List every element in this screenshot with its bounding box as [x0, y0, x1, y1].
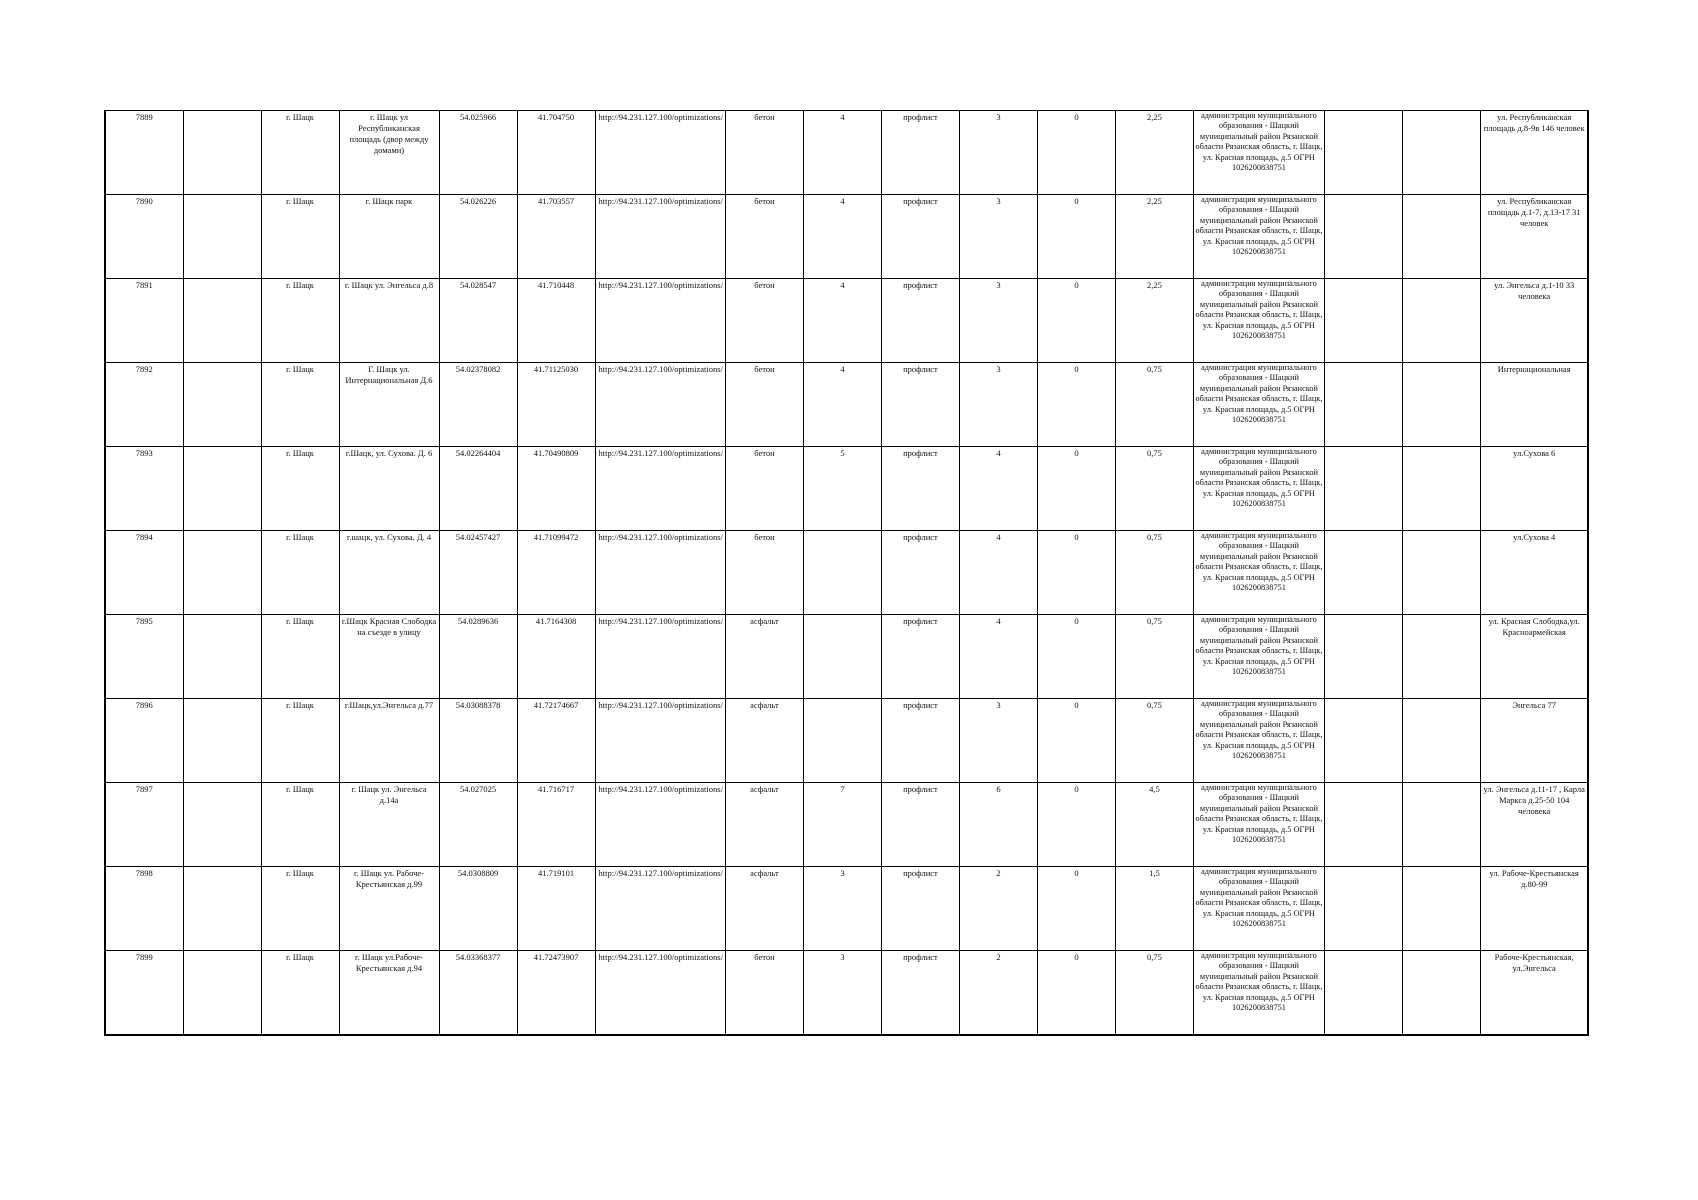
- cell-registry-number: 7891: [105, 279, 183, 363]
- cell-planned-count: 0: [1037, 195, 1115, 279]
- cell-volume: 0,75: [1115, 699, 1193, 783]
- owner-ogrn: ОГРН 1026200838751: [1231, 572, 1315, 593]
- cell-owner: [1193, 699, 1324, 783]
- owner-name: администрация муниципального образования - Шацкий муниципальный район Рязанской области Рязанская область, г. Шацк, ул. Красная площадь, д.5: [1195, 951, 1323, 1002]
- cell-waste-sources: ул. Республиканская площадь д.8-9в 146 человек: [1480, 111, 1588, 195]
- cell-locality: г. Шацк: [261, 615, 339, 699]
- cell-extra: [1402, 447, 1480, 531]
- cell-waste-sources: ул. Энгельса д.11-17 , Карла Маркса д.25-50 104 человека: [1480, 783, 1588, 867]
- cell-owner: [1193, 279, 1324, 363]
- cell-waste-sources: ул. Рабоче-Крестьянская д.80-99: [1480, 867, 1588, 951]
- cell-area: 4: [803, 195, 881, 279]
- cell-surface-type: асфальт: [725, 783, 803, 867]
- cell-empty: [183, 615, 261, 699]
- owner-ogrn: ОГРН 1026200838751: [1231, 236, 1315, 257]
- cell-area: 4: [803, 279, 881, 363]
- cell-extra: [1324, 363, 1402, 447]
- cell-containers-count: 2: [959, 951, 1037, 1036]
- cell-longitude: 41.71125030: [517, 363, 595, 447]
- cell-longitude: 41.703557: [517, 195, 595, 279]
- cell-empty: [183, 111, 261, 195]
- cell-surface-type: бетон: [725, 111, 803, 195]
- owner-name: администрация муниципального образования - Шацкий муниципальный район Рязанской области Рязанская область, г. Шацк, ул. Красная площадь, д.5: [1195, 699, 1323, 750]
- cell-planned-count: 0: [1037, 531, 1115, 615]
- cell-owner: [1193, 363, 1324, 447]
- cell-address: г. Шацк ул.Рабоче-Крестьянская д.94: [339, 951, 439, 1036]
- cell-extra: [1324, 783, 1402, 867]
- cell-area: 7: [803, 783, 881, 867]
- cell-owner: [1193, 195, 1324, 279]
- owner-name: администрация муниципального образования - Шацкий муниципальный район Рязанской области Рязанская область, г. Шацк, ул. Красная площадь, д.5: [1195, 867, 1323, 918]
- table-row: [105, 783, 1588, 867]
- table-row: [105, 699, 1588, 783]
- cell-extra: [1402, 783, 1480, 867]
- cell-planned-count: 0: [1037, 615, 1115, 699]
- cell-locality: г. Шацк: [261, 867, 339, 951]
- cell-waste-sources: Энгельса 77: [1480, 699, 1588, 783]
- cell-empty: [183, 363, 261, 447]
- cell-volume: 2,25: [1115, 195, 1193, 279]
- cell-fence-type: профлист: [881, 111, 959, 195]
- cell-locality: г. Шацк: [261, 447, 339, 531]
- cell-extra: [1402, 951, 1480, 1036]
- owner-ogrn: ОГРН 1026200838751: [1231, 824, 1315, 845]
- cell-extra: [1324, 111, 1402, 195]
- cell-registry-number: 7899: [105, 951, 183, 1036]
- table-row: [105, 531, 1588, 615]
- cell-fence-type: профлист: [881, 867, 959, 951]
- cell-area: 4: [803, 363, 881, 447]
- cell-planned-count: 0: [1037, 867, 1115, 951]
- cell-empty: [183, 699, 261, 783]
- cell-extra: [1324, 447, 1402, 531]
- cell-volume: 4,5: [1115, 783, 1193, 867]
- cell-planned-count: 0: [1037, 111, 1115, 195]
- cell-latitude: 54.025966: [439, 111, 517, 195]
- cell-extra: [1324, 531, 1402, 615]
- cell-registry-number: 7897: [105, 783, 183, 867]
- cell-extra: [1324, 195, 1402, 279]
- cell-registry-number: 7892: [105, 363, 183, 447]
- table-row: [105, 363, 1588, 447]
- cell-link: http://94.231.127.100/optimizations/: [595, 447, 725, 531]
- cell-extra: [1324, 699, 1402, 783]
- cell-extra: [1402, 867, 1480, 951]
- cell-waste-sources: ул.Сухова 6: [1480, 447, 1588, 531]
- cell-owner: [1193, 111, 1324, 195]
- cell-extra: [1324, 951, 1402, 1036]
- owner-ogrn: ОГРН 1026200838751: [1231, 152, 1315, 173]
- owner-ogrn: ОГРН 1026200838751: [1231, 404, 1315, 425]
- owner-name: администрация муниципального образования - Шацкий муниципальный район Рязанской области Рязанская область, г. Шацк, ул. Красная площадь, д.5: [1195, 279, 1323, 330]
- cell-locality: г. Шацк: [261, 279, 339, 363]
- cell-area: 5: [803, 447, 881, 531]
- cell-latitude: 54.02457427: [439, 531, 517, 615]
- cell-surface-type: бетон: [725, 531, 803, 615]
- cell-address: г. Шацк парк: [339, 195, 439, 279]
- cell-fence-type: профлист: [881, 531, 959, 615]
- cell-fence-type: профлист: [881, 699, 959, 783]
- owner-ogrn: ОГРН 1026200838751: [1231, 656, 1315, 677]
- cell-waste-sources: ул. Энгельса д.1-10 33 человека: [1480, 279, 1588, 363]
- owner-ogrn: ОГРН 1026200838751: [1231, 488, 1315, 509]
- cell-registry-number: 7898: [105, 867, 183, 951]
- cell-empty: [183, 279, 261, 363]
- cell-latitude: 54.02264404: [439, 447, 517, 531]
- owner-ogrn: ОГРН 1026200838751: [1231, 740, 1315, 761]
- cell-link: http://94.231.127.100/optimizations/: [595, 699, 725, 783]
- cell-volume: 0,75: [1115, 615, 1193, 699]
- cell-registry-number: 7889: [105, 111, 183, 195]
- cell-longitude: 41.716717: [517, 783, 595, 867]
- cell-latitude: 54.0308809: [439, 867, 517, 951]
- cell-longitude: 41.70490809: [517, 447, 595, 531]
- cell-longitude: 41.71099472: [517, 531, 595, 615]
- registry-table: [104, 110, 1589, 1036]
- cell-locality: г. Шацк: [261, 951, 339, 1036]
- cell-link: http://94.231.127.100/optimizations/: [595, 867, 725, 951]
- cell-containers-count: 2: [959, 867, 1037, 951]
- cell-volume: 1,5: [1115, 867, 1193, 951]
- cell-extra: [1402, 531, 1480, 615]
- cell-link: http://94.231.127.100/optimizations/: [595, 783, 725, 867]
- owner-ogrn: ОГРН 1026200838751: [1231, 908, 1315, 929]
- cell-fence-type: профлист: [881, 195, 959, 279]
- cell-latitude: 54.027025: [439, 783, 517, 867]
- cell-empty: [183, 783, 261, 867]
- cell-owner: [1193, 615, 1324, 699]
- table-row: [105, 867, 1588, 951]
- cell-containers-count: 4: [959, 447, 1037, 531]
- cell-area: [803, 615, 881, 699]
- cell-volume: 0,75: [1115, 951, 1193, 1036]
- cell-surface-type: бетон: [725, 363, 803, 447]
- cell-longitude: 41.72473907: [517, 951, 595, 1036]
- cell-volume: 0,75: [1115, 363, 1193, 447]
- cell-extra: [1402, 111, 1480, 195]
- cell-waste-sources: Интернациональная: [1480, 363, 1588, 447]
- cell-volume: 0,75: [1115, 531, 1193, 615]
- cell-extra: [1402, 279, 1480, 363]
- cell-fence-type: профлист: [881, 363, 959, 447]
- cell-fence-type: профлист: [881, 783, 959, 867]
- cell-link: http://94.231.127.100/optimizations/: [595, 195, 725, 279]
- cell-locality: г. Шацк: [261, 363, 339, 447]
- cell-containers-count: 3: [959, 363, 1037, 447]
- cell-owner: [1193, 867, 1324, 951]
- cell-surface-type: бетон: [725, 195, 803, 279]
- cell-extra: [1402, 363, 1480, 447]
- cell-latitude: 54.02378082: [439, 363, 517, 447]
- cell-surface-type: бетон: [725, 279, 803, 363]
- cell-longitude: 41.710448: [517, 279, 595, 363]
- cell-locality: г. Шацк: [261, 699, 339, 783]
- table-row: [105, 279, 1588, 363]
- cell-waste-sources: ул. Республиканская площадь д.1-7, д.13-17 31 человек: [1480, 195, 1588, 279]
- cell-owner: [1193, 447, 1324, 531]
- cell-owner: [1193, 531, 1324, 615]
- cell-registry-number: 7896: [105, 699, 183, 783]
- cell-planned-count: 0: [1037, 699, 1115, 783]
- cell-empty: [183, 447, 261, 531]
- cell-planned-count: 0: [1037, 447, 1115, 531]
- cell-planned-count: 0: [1037, 363, 1115, 447]
- cell-waste-sources: Рабоче-Крестьянская, ул.Энгельса: [1480, 951, 1588, 1036]
- cell-volume: 2,25: [1115, 279, 1193, 363]
- cell-empty: [183, 867, 261, 951]
- cell-containers-count: 3: [959, 195, 1037, 279]
- cell-surface-type: бетон: [725, 951, 803, 1036]
- cell-surface-type: асфальт: [725, 867, 803, 951]
- cell-latitude: 54.03088378: [439, 699, 517, 783]
- cell-fence-type: профлист: [881, 447, 959, 531]
- cell-address: г.Шацк,ул.Энгельса д.77: [339, 699, 439, 783]
- cell-planned-count: 0: [1037, 783, 1115, 867]
- cell-containers-count: 3: [959, 279, 1037, 363]
- cell-longitude: 41.719101: [517, 867, 595, 951]
- cell-containers-count: 3: [959, 699, 1037, 783]
- cell-address: г.шацк, ул. Сухова. Д. 4: [339, 531, 439, 615]
- cell-link: http://94.231.127.100/optimizations/: [595, 279, 725, 363]
- cell-owner: [1193, 951, 1324, 1036]
- cell-link: http://94.231.127.100/optimizations/: [595, 363, 725, 447]
- cell-extra: [1402, 699, 1480, 783]
- owner-name: администрация муниципального образования - Шацкий муниципальный район Рязанской области Рязанская область, г. Шацк, ул. Красная площадь, д.5: [1195, 447, 1323, 498]
- cell-link: http://94.231.127.100/optimizations/: [595, 111, 725, 195]
- owner-name: администрация муниципального образования - Шацкий муниципальный район Рязанской области Рязанская область, г. Шацк, ул. Красная площадь, д.5: [1195, 195, 1323, 246]
- cell-latitude: 54.028547: [439, 279, 517, 363]
- cell-containers-count: 6: [959, 783, 1037, 867]
- cell-containers-count: 4: [959, 531, 1037, 615]
- cell-extra: [1402, 195, 1480, 279]
- cell-address: г. Шацк ул Республиканская площадь (двор между домами): [339, 111, 439, 195]
- cell-containers-count: 4: [959, 615, 1037, 699]
- cell-latitude: 54.0289636: [439, 615, 517, 699]
- cell-area: [803, 531, 881, 615]
- cell-surface-type: бетон: [725, 447, 803, 531]
- cell-area: 3: [803, 951, 881, 1036]
- cell-address: г. Шацк ул. Энгельса д.14а: [339, 783, 439, 867]
- table-body: [105, 111, 1588, 1036]
- cell-waste-sources: ул.Сухова 4: [1480, 531, 1588, 615]
- cell-link: http://94.231.127.100/optimizations/: [595, 951, 725, 1036]
- cell-longitude: 41.7164308: [517, 615, 595, 699]
- cell-volume: 0,75: [1115, 447, 1193, 531]
- table-row: [105, 951, 1588, 1036]
- cell-volume: 2,25: [1115, 111, 1193, 195]
- cell-registry-number: 7894: [105, 531, 183, 615]
- cell-registry-number: 7895: [105, 615, 183, 699]
- table-row: [105, 615, 1588, 699]
- cell-link: http://94.231.127.100/optimizations/: [595, 615, 725, 699]
- cell-fence-type: профлист: [881, 279, 959, 363]
- cell-latitude: 54.03368377: [439, 951, 517, 1036]
- cell-empty: [183, 951, 261, 1036]
- cell-containers-count: 3: [959, 111, 1037, 195]
- owner-name: администрация муниципального образования - Шацкий муниципальный район Рязанской области Рязанская область, г. Шацк, ул. Красная площадь, д.5: [1195, 111, 1323, 162]
- table-row: [105, 195, 1588, 279]
- owner-name: администрация муниципального образования - Шацкий муниципальный район Рязанской области Рязанская область, г. Шацк, ул. Красная площадь, д.5: [1195, 531, 1323, 582]
- cell-address: г.Шацк Красная Слободка на съезде в улицу: [339, 615, 439, 699]
- cell-surface-type: асфальт: [725, 699, 803, 783]
- cell-locality: г. Шацк: [261, 531, 339, 615]
- cell-empty: [183, 195, 261, 279]
- cell-waste-sources: ул. Красная Слободка,ул. Красноармейская: [1480, 615, 1588, 699]
- cell-registry-number: 7890: [105, 195, 183, 279]
- cell-extra: [1324, 867, 1402, 951]
- cell-surface-type: асфальт: [725, 615, 803, 699]
- cell-extra: [1324, 279, 1402, 363]
- cell-planned-count: 0: [1037, 951, 1115, 1036]
- cell-area: 4: [803, 111, 881, 195]
- cell-address: г. Шацк ул. Рабоче-Крестьянская д.99: [339, 867, 439, 951]
- owner-ogrn: ОГРН 1026200838751: [1231, 992, 1315, 1013]
- cell-area: [803, 699, 881, 783]
- cell-empty: [183, 531, 261, 615]
- cell-address: г.Шацк, ул. Сухова. Д. 6: [339, 447, 439, 531]
- cell-address: г. Шацк ул. Энгельса д.8: [339, 279, 439, 363]
- cell-registry-number: 7893: [105, 447, 183, 531]
- owner-ogrn: ОГРН 1026200838751: [1231, 320, 1315, 341]
- owner-name: администрация муниципального образования - Шацкий муниципальный район Рязанской области Рязанская область, г. Шацк, ул. Красная площадь, д.5: [1195, 363, 1323, 414]
- cell-area: 3: [803, 867, 881, 951]
- table-row: [105, 447, 1588, 531]
- cell-extra: [1324, 615, 1402, 699]
- cell-planned-count: 0: [1037, 279, 1115, 363]
- cell-address: Г. Шацк ул. Интернациональная Д.6: [339, 363, 439, 447]
- table-row: [105, 111, 1588, 195]
- cell-locality: г. Шацк: [261, 195, 339, 279]
- owner-name: администрация муниципального образования - Шацкий муниципальный район Рязанской области Рязанская область, г. Шацк, ул. Красная площадь, д.5: [1195, 615, 1323, 666]
- cell-fence-type: профлист: [881, 951, 959, 1036]
- cell-extra: [1402, 615, 1480, 699]
- cell-owner: [1193, 783, 1324, 867]
- cell-fence-type: профлист: [881, 615, 959, 699]
- cell-locality: г. Шацк: [261, 783, 339, 867]
- owner-name: администрация муниципального образования - Шацкий муниципальный район Рязанской области Рязанская область, г. Шацк, ул. Красная площадь, д.5: [1195, 783, 1323, 834]
- cell-locality: г. Шацк: [261, 111, 339, 195]
- cell-longitude: 41.72174667: [517, 699, 595, 783]
- cell-latitude: 54.026226: [439, 195, 517, 279]
- cell-link: http://94.231.127.100/optimizations/: [595, 531, 725, 615]
- cell-longitude: 41.704750: [517, 111, 595, 195]
